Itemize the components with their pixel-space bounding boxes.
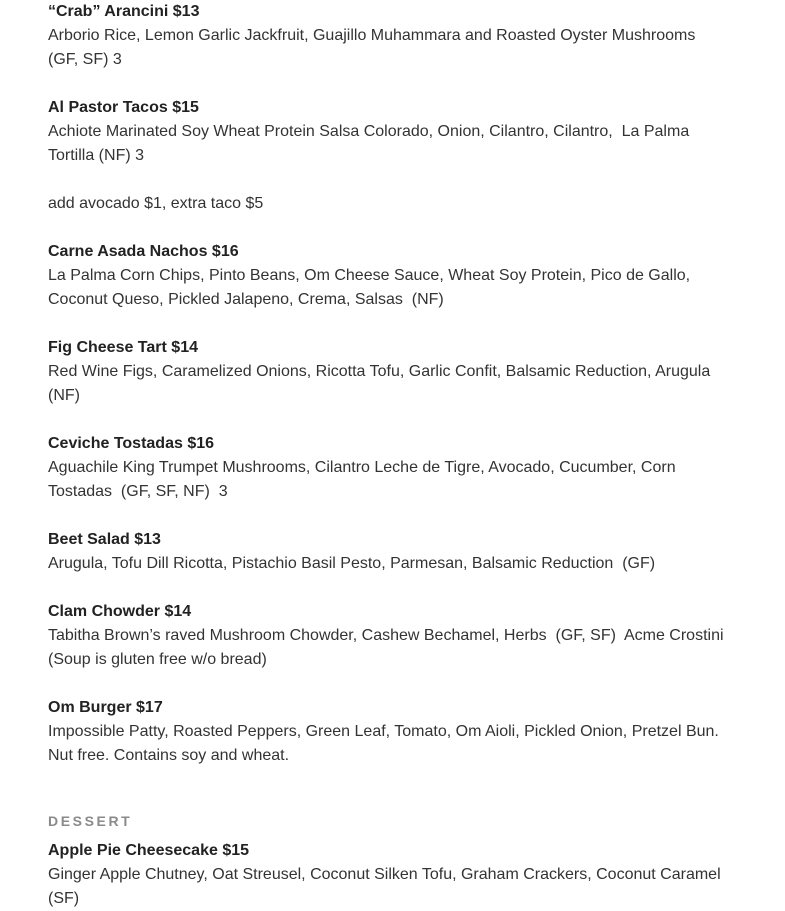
item-description: Arborio Rice, Lemon Garlic Jackfruit, Guajillo Muhammara and Roasted Oyster Mushrooms (GF, SF) 3 [48, 27, 696, 68]
item-description: Achiote Marinated Soy Wheat Protein Salsa Colorado, Onion, Cilantro, Cilantro, La Palma Tortilla (NF) 3 [48, 123, 690, 164]
item-title: Clam Chowder $14 [48, 603, 192, 620]
section-heading-dessert: DESSERT [48, 813, 133, 829]
item-description: La Palma Corn Chips, Pinto Beans, Om Cheese Sauce, Wheat Soy Protein, Pico de Gallo, Coconut Queso, Pickled Jalapeno, Crema, Salsas (NF) [48, 267, 691, 308]
menu-item-apple-pie-cheesecake [48, 839, 740, 911]
item-title: Apple Pie Cheesecake $15 [48, 842, 250, 859]
menu-item-ceviche-tostadas [48, 432, 676, 504]
menu-item-beet-salad [48, 528, 655, 576]
item-title: Al Pastor Tacos $15 [48, 99, 199, 116]
item-description: Aguachile King Trumpet Mushrooms, Cilantro Leche de Tigre, Avocado, Cucumber, Corn Tostadas (GF, SF, NF) 3 [48, 459, 676, 500]
item-title: Beet Salad $13 [48, 531, 161, 548]
menu-item-al-pastor-tacos [48, 96, 689, 168]
menu-item-carne-asada-nachos [48, 240, 690, 312]
menu-note-add-ons [48, 192, 263, 216]
item-title: Om Burger $17 [48, 699, 163, 716]
item-title: Carne Asada Nachos $16 [48, 243, 239, 260]
item-description: Red Wine Figs, Caramelized Onions, Ricotta Tofu, Garlic Confit, Balsamic Reduction, Arugula (NF) [48, 363, 711, 404]
item-description: Arugula, Tofu Dill Ricotta, Pistachio Basil Pesto, Parmesan, Balsamic Reduction (GF) [48, 555, 656, 572]
add-on-note: add avocado $1, extra taco $5 [48, 195, 264, 212]
item-description: Tabitha Brown’s raved Mushroom Chowder, Cashew Bechamel, Herbs (GF, SF) Acme Crostini (Soup is gluten free w/o bread) [48, 627, 724, 668]
menu-item-crab-arancini [48, 0, 695, 72]
item-description: Ginger Apple Chutney, Oat Streusel, Coconut Silken Tofu, Graham Crackers, Coconut Caramel (SF) [48, 866, 721, 907]
item-title: “Crab” Arancini $13 [48, 3, 200, 20]
item-title: Ceviche Tostadas $16 [48, 435, 215, 452]
item-title: Fig Cheese Tart $14 [48, 339, 198, 356]
item-description: Impossible Patty, Roasted Peppers, Green Leaf, Tomato, Om Aioli, Pickled Onion, Pretzel Bun. Nut free. Contains soy and wheat. [48, 723, 719, 764]
menu-item-om-burger [48, 696, 719, 768]
menu-item-clam-chowder [48, 600, 724, 672]
menu-item-fig-cheese-tart [48, 336, 710, 408]
